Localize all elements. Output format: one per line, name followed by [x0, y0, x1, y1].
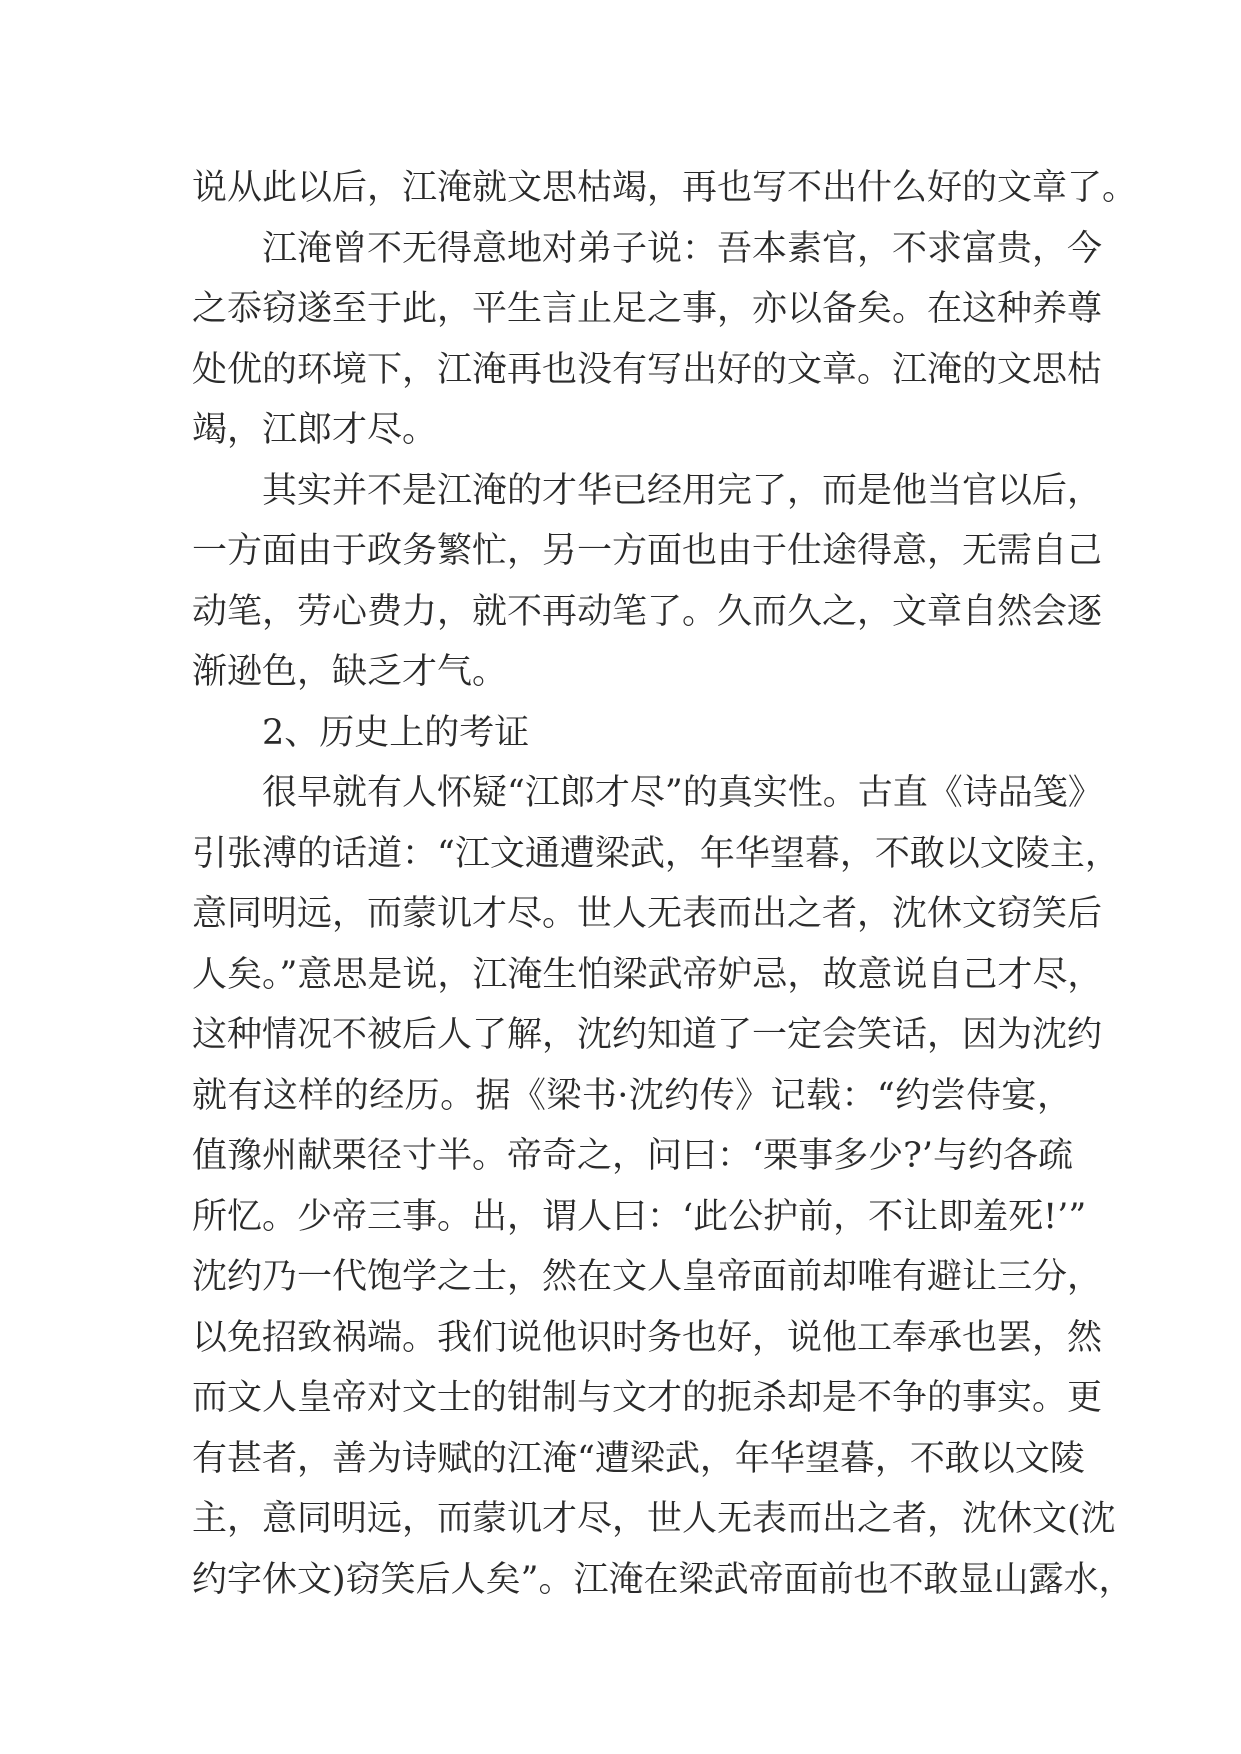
text-line: 以免招致祸端。我们说他识时务也好，说他工奉承也罢，然	[192, 1317, 1103, 1358]
text-line: 渐逊色，缺乏才气。	[192, 652, 508, 692]
text-line: 很早就有人怀疑“江郎才尽”的真实性。古直《诗品笺》	[262, 773, 1103, 813]
text-line: 所忆。少帝三事。出，谓人曰：‘此公护前，不让即羞死!’”	[192, 1196, 1087, 1237]
text-line: 主，意同明远，而蒙讥才尽，世人无表而出之者，沈休文(沈	[192, 1499, 1116, 1539]
text-line: 其实并不是江淹的才华已经用完了，而是他当官以后，	[262, 470, 1103, 511]
text-line: 江淹曾不无得意地对弟子说：吾本素官，不求富贵，今	[262, 228, 1103, 269]
text-line: 就有这样的经历。据《梁书·沈约传》记载：“约尝侍宴，	[192, 1075, 1072, 1116]
section-heading: 2、历史上的考证	[262, 712, 530, 753]
text-line: 这种情况不被后人了解，沈约知道了一定会笑话，因为沈约	[192, 1015, 1103, 1055]
text-line: 有甚者，善为诗赋的江淹“遭梁武，年华望暮，不敢以文陵	[192, 1438, 1085, 1479]
text-line: 之忝窃遂至于此，平生言止足之事，亦以备矣。在这种养尊	[192, 289, 1103, 329]
text-line: 动笔，劳心费力，就不再动笔了。久而久之，文章自然会逐	[192, 591, 1103, 632]
text-line: 一方面由于政务繁忙，另一方面也由于仕途得意，无需自己	[192, 531, 1103, 571]
text-line: 引张溥的话道：“江文通遭梁武，年华望暮，不敢以文陵主，	[192, 833, 1120, 874]
text-line: 意同明远，而蒙讥才尽。世人无表而出之者，沈休文窃笑后	[192, 894, 1103, 934]
text-line: 而文人皇帝对文士的钳制与文才的扼杀却是不争的事实。更	[192, 1378, 1103, 1418]
text-line: 人矣。”意思是说，江淹生怕梁武帝妒忌，故意说自己才尽，	[192, 954, 1103, 995]
document-body	[192, 158, 1138, 1610]
text-line: 说从此以后，江淹就文思枯竭，再也写不出什么好的文章了。	[192, 168, 1138, 208]
text-line: 约字休文)窃笑后人矣”。江淹在梁武帝面前也不敢显山露水，	[192, 1559, 1134, 1600]
text-line: 处优的环境下，江淹再也没有写出好的文章。江淹的文思枯	[192, 349, 1103, 390]
text-line: 竭，江郎才尽。	[192, 410, 438, 450]
text-line: 值豫州献栗径寸半。帝奇之，问曰：‘栗事多少?’与约各疏	[192, 1136, 1074, 1176]
text-line: 沈约乃一代饱学之士，然在文人皇帝面前却唯有避让三分，	[192, 1257, 1103, 1297]
